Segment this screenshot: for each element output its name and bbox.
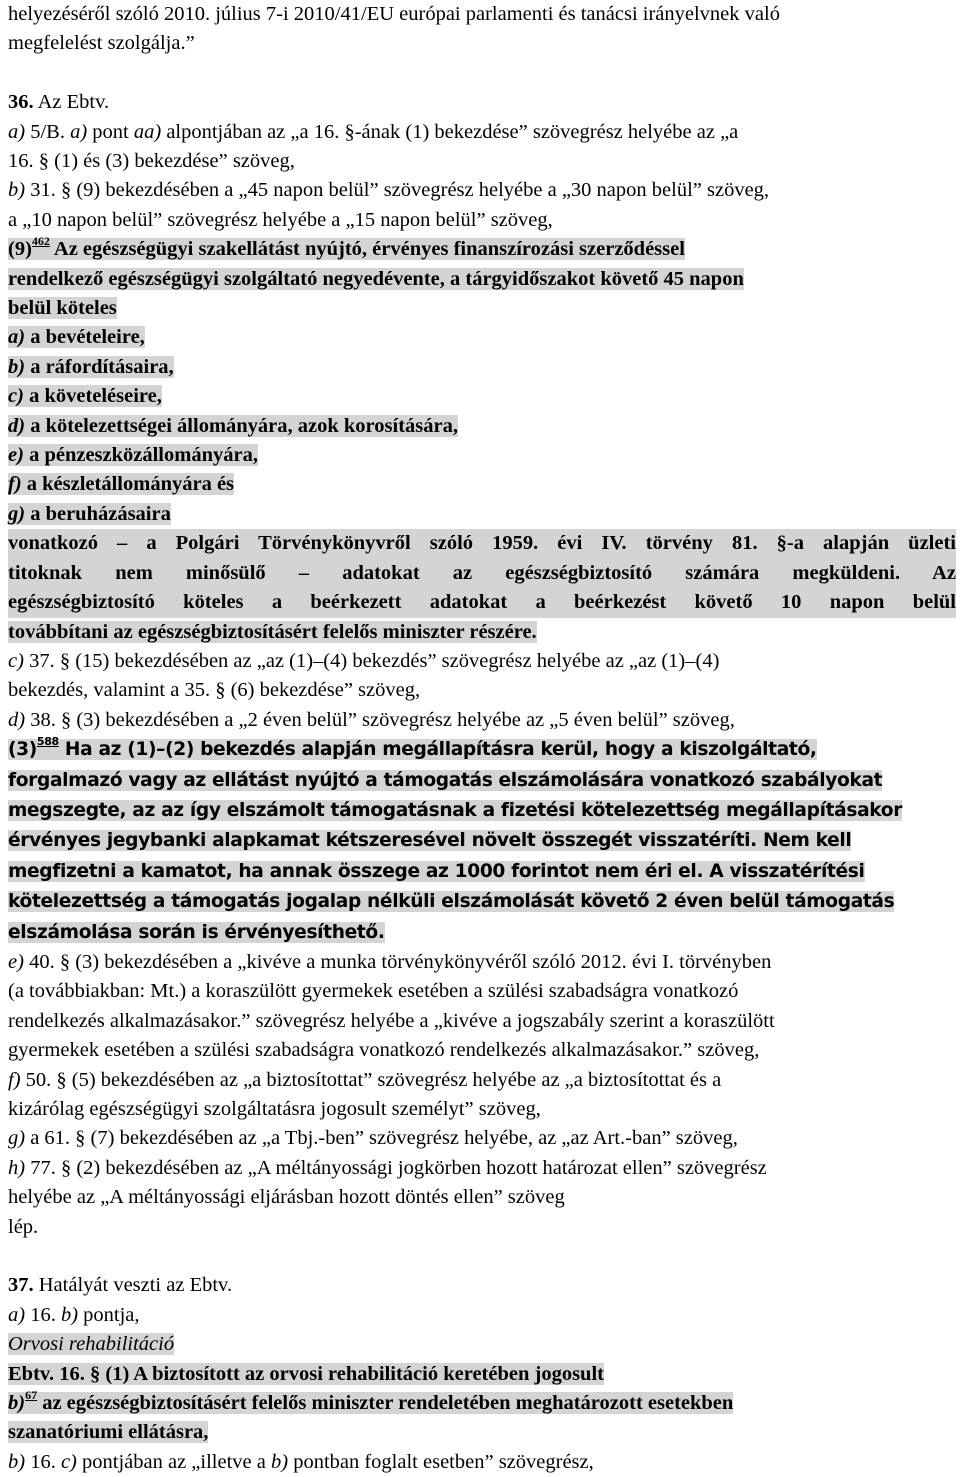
point-text: a bevételeire, [25,326,145,349]
point-marker: b) [8,179,26,202]
point-text: pontja, [78,1303,140,1326]
point-text: 38. § (3) bekezdésében a „2 éven belül” szövegrész helyébe az „5 éven belül” szöveg, [25,708,735,731]
point-text: alpontjában az „a 16. §-ának (1) bekezdése” szövegrész helyébe az „a [161,120,739,143]
point-marker: c) [8,385,24,408]
section-title: Az Ebtv. [33,91,110,114]
point-text: a ráfordításaira, [25,355,174,378]
point-marker: c) [60,1450,77,1473]
text-line: (a továbbiakban: Mt.) a koraszülött gyermekek esetében a szülési szabadságra vonatkozó [8,980,739,1003]
point-g [8,1124,956,1153]
text-line: Az egészségügyi szakellátást nyújtó, érvényes finanszírozási szerződéssel [49,238,685,261]
list-item [8,385,162,407]
text-line: rendelkező egészségügyi szolgáltató negyedévente, a tárgyidőszakot követő 45 napon [8,267,744,290]
point-text: 40. § (3) bekezdésében a „kivéve a munka törvénykönyvéről szóló 2012. évi I. törvényben [23,950,772,973]
text-line: helyébe az „A méltányossági eljárásban hozott döntés ellen” szöveg [8,1186,565,1209]
point-b [8,1448,956,1477]
list-item [8,473,234,495]
section-number: 36. [8,91,34,114]
blank-line [8,1242,956,1271]
point-text: a pénzeszközállományára, [23,444,258,467]
subheading-orvosi-rehabilitacio: Orvosi rehabilitáció [8,1333,175,1356]
point-text: 16. [25,1450,61,1473]
text-line: megfizetni a kamatot, ha annak összege az 1000 forintot nem éri el. A visszatérítési [8,860,865,882]
list-item [8,356,174,378]
point-d [8,706,956,735]
point-text: a követeléseire, [23,385,162,408]
point-marker: e) [8,444,24,467]
document-page [8,0,956,1477]
point-text: 77. § (2) bekezdésében az „A méltányossági jogkörben hozott határozat ellen” szövegrész [25,1156,767,1179]
point-marker: a) [8,1303,26,1326]
footnote-link-67[interactable]: 67 [25,1388,38,1403]
text-line: gyermekek esetében a szülési szabadságra vonatkozó rendelkezés alkalmazásakor.” szöveg, [8,1039,760,1062]
section-37-heading [8,1271,956,1300]
point-c [8,647,956,676]
point-marker: d) [8,708,26,731]
point-text: a készletállományára és [21,473,235,496]
paragraph-number: (3) [8,739,37,761]
text-line: kötelezettség a támogatás jogalap nélküli elszámolását követő 2 éven belül támogatás [8,891,895,913]
point-text: pontjában az „illetve a [76,1450,271,1473]
point-text: a kötelezettségei állományára, azok korosítására, [25,414,458,437]
point-text: 50. § (5) bekezdésében az „a biztosítottat” szövegrész helyébe az „a biztosítottat és a [20,1068,722,1091]
point-marker: b) [270,1450,289,1473]
point-text: 37. § (15) bekezdésében az „az (1)–(4) bekezdés” szövegrész helyébe az „az (1)–(4) [23,649,720,672]
point-text: az egészségbiztosításért felelős miniszter rendeletében meghatározott esetekben [37,1392,734,1415]
text-line: belül köteles [8,297,117,320]
point-marker: f) [8,473,22,496]
point-marker: d) [8,414,26,437]
text-line: bekezdés, valamint a 35. § (6) bekezdése” szöveg, [8,679,421,702]
list-item [8,444,258,466]
section-number: 37. [8,1274,34,1297]
point-marker: aa) [133,120,162,143]
point-marker: b) [8,355,26,378]
point-marker: g) [8,1127,26,1150]
point-text: pont [87,120,134,143]
point-text: a 61. § (7) bekezdésében az „a Tbj.-ben” szövegrész helyébe, az „az Art.-ban” szöveg, [25,1127,738,1150]
point-a [8,118,956,147]
point-marker: e) [8,950,24,973]
list-item [8,326,145,348]
point-marker: b) [60,1303,79,1326]
text-line: a „10 napon belül” szövegrész helyébe a „15 napon belül” szöveg, [8,208,553,231]
text-line: rendelkezés alkalmazásakor.” szövegrész helyébe a „kivéve a jogszabály szerint a koraszülött [8,1009,775,1032]
text-line: titoknak nem minősülő – adatokat az egészségbiztosító számára megküldeni. Az [8,559,956,588]
quoted-provision: Ebtv. 16. § (1) A biztosított az orvosi rehabilitáció keretében jogosult [8,1362,604,1385]
text-line: lép. [8,1215,39,1238]
point-e [8,948,956,977]
point-text: 5/B. [25,120,71,143]
text-line: egészségbiztosító köteles a beérkezett adatokat a beérkezést követő 10 napon belül [8,588,956,617]
text-line: vonatkozó – a Polgári Törvénykönyvről szóló 1959. évi IV. törvény 81. §-a alapján üzleti [8,529,956,558]
quoted-point-b [8,1388,734,1415]
paragraph-label [8,735,817,761]
text-line: érvényes jegybanki alapkamat kétszeresével növelt összegét visszatéríti. Nem kell [8,830,852,852]
point-marker: f) [8,1068,21,1091]
point-h [8,1154,956,1183]
text-line: szanatóriumi ellátásra, [8,1421,209,1444]
footnote-link-588[interactable]: 588 [36,735,59,749]
point-b [8,176,956,205]
point-text: 31. § (9) bekezdésében a „45 napon belül” szövegrész helyébe a „30 napon belül” szöveg, [25,179,770,202]
point-marker: a) [70,120,88,143]
text-line: Ha az (1)–(2) bekezdés alapján megállapításra kerül, hogy a kiszolgáltató, [58,739,817,761]
text-line: megszegte, az az így elszámolt támogatásnak a fizetési kötelezettség megállapításakor [8,799,903,821]
point-text: a beruházásaira [25,502,171,525]
point-marker: b) [8,1392,26,1415]
paragraph-3-highlighted [8,735,956,948]
paragraph-9-highlighted [8,235,956,647]
list-item [8,415,458,437]
text-line: továbbítani az egészségbiztosításért felelős miniszter részére. [8,620,537,643]
point-marker: g) [8,502,26,525]
footnote-link-462[interactable]: 462 [31,234,50,249]
text-line: elszámolása során is érvényesíthető. [8,921,385,943]
point-text: pontban foglalt esetben” szövegrész, [288,1450,594,1473]
point-f [8,1066,956,1095]
blank-line [8,59,956,88]
point-a [8,1301,956,1330]
text-line: helyezéséről szóló 2010. július 7-i 2010/41/EU európai parlamenti és tanácsi irányelvnek való [8,3,780,25]
point-marker: c) [8,649,24,672]
section-title: Hatályát veszti az Ebtv. [33,1274,233,1297]
point-marker: b) [8,1450,26,1473]
text-line: kizárólag egészségügyi szolgáltatásra jogosult személyt” szöveg, [8,1098,541,1121]
point-marker: a) [8,120,26,143]
text-line: 16. § (1) és (3) bekezdése” szöveg, [8,150,295,173]
point-marker: a) [8,326,26,349]
list-item [8,503,171,525]
section-36-heading [8,88,956,117]
text-line: forgalmazó vagy az ellátást nyújtó a támogatás elszámolására vonatkozó szabályokat [8,769,883,791]
paragraph-number: (9) [8,238,32,261]
point-marker: h) [8,1156,26,1179]
point-text: 16. [25,1303,61,1326]
text-line: megfelelést szolgálja.” [8,32,195,55]
paragraph-label [8,234,685,261]
